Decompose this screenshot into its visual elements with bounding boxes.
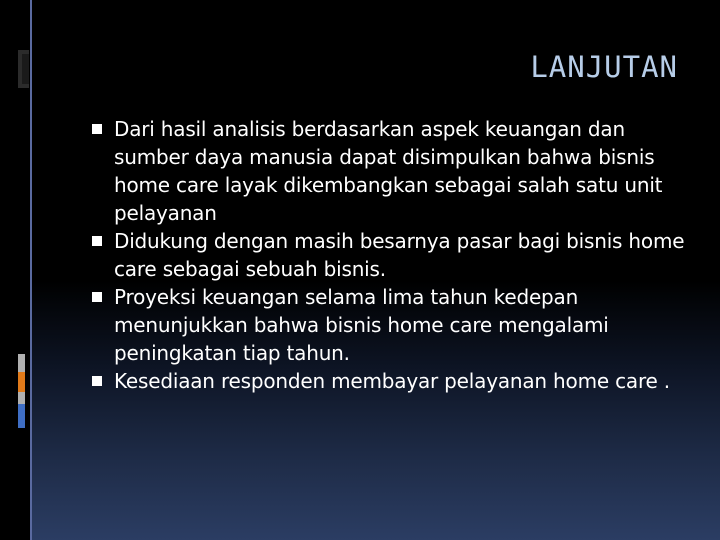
bullet-item [90, 367, 690, 395]
bullet-text: Proyeksi keuangan selama lima tahun kedepan menunjukkan bahwa bisnis home care mengalami peningkatan tiap tahun. [114, 285, 609, 365]
decorative-block-top-inner [22, 54, 29, 84]
bullet-list [90, 115, 690, 395]
square-bullet-icon [92, 124, 102, 134]
bullet-text: Kesediaan responden membayar pelayanan home care . [114, 369, 670, 393]
decorative-bar-orange [18, 372, 25, 392]
decorative-bar-gray-2 [18, 392, 25, 404]
rail-divider [30, 0, 32, 540]
decorative-bar-gray-1 [18, 354, 25, 372]
square-bullet-icon [92, 376, 102, 386]
decorative-bar-blue [18, 404, 25, 428]
bullet-text: Dari hasil analisis berdasarkan aspek keuangan dan sumber daya manusia dapat disimpulkan bahwa bisnis home care layak dikembangkan sebagai salah satu unit pelayanan [114, 117, 663, 225]
bullet-item [90, 115, 690, 227]
square-bullet-icon [92, 292, 102, 302]
bullet-text: Didukung dengan masih besarnya pasar bagi bisnis home care sebagai sebuah bisnis. [114, 229, 685, 281]
square-bullet-icon [92, 236, 102, 246]
bullet-item [90, 283, 690, 367]
bullet-item [90, 227, 690, 283]
slide-title: LANJUTAN [530, 50, 678, 84]
